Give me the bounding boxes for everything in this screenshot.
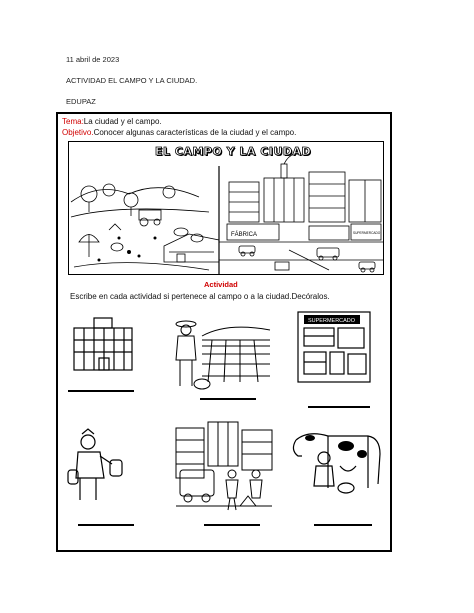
answer-line-1[interactable] (68, 390, 134, 392)
building-picture (68, 314, 140, 372)
document-date: 11 abril de 2023 (66, 55, 120, 64)
city-street-picture (174, 418, 274, 514)
fabrica-sign: FÁBRICA (231, 232, 258, 238)
tema-text: La ciudad y el campo. (83, 117, 162, 126)
actividad-label: Actividad (204, 280, 238, 289)
worksheet-frame (56, 112, 392, 552)
super-sign-scene: SUPERMERCADO (353, 231, 381, 235)
farmer-field-picture (172, 316, 272, 392)
objetivo-line (62, 128, 296, 137)
scene-drawing (69, 142, 384, 275)
answer-line-2[interactable] (200, 398, 256, 400)
objetivo-text: Conocer algunas características de la ciudad y el campo. (93, 128, 297, 137)
tema-label: Tema: (62, 117, 84, 126)
answer-line-3[interactable] (308, 406, 370, 408)
tema-line (62, 117, 162, 126)
milking-cow-picture (288, 426, 384, 500)
document-organization: EDUPAZ (66, 97, 96, 106)
objetivo-label: Objetivo. (62, 128, 94, 137)
supermarket-picture (296, 310, 372, 384)
answer-line-4[interactable] (78, 524, 134, 526)
answer-line-6[interactable] (314, 524, 372, 526)
scene-title: EL CAMPO Y LA CIUDAD (155, 145, 312, 158)
campo-ciudad-illustration (68, 141, 384, 275)
answer-line-5[interactable] (204, 524, 260, 526)
milkman-picture (66, 426, 140, 506)
supermercado-sign: SUPERMERCADO (308, 318, 356, 324)
instruction-text: Escribe en cada actividad si pertenece al campo o a la ciudad.Decóralos. (70, 292, 330, 301)
document-activity-title: ACTIVIDAD EL CAMPO Y LA CIUDAD. (66, 76, 198, 85)
